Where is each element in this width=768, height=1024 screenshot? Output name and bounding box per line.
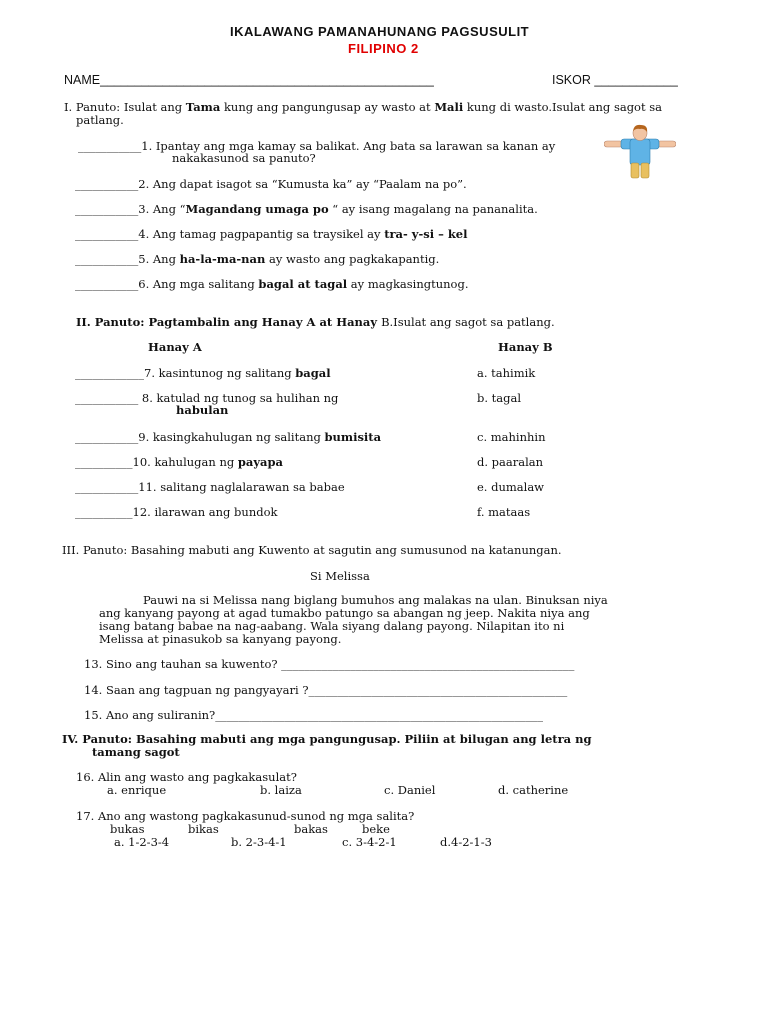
q17-choice-d[interactable]: d.4-2-1-3	[440, 835, 492, 849]
item-11: ___________11. salitang naglalarawan sa babae	[75, 480, 345, 494]
q17-choice-a[interactable]: a. 1-2-3-4	[114, 835, 170, 849]
choice-f: f. mataas	[477, 505, 531, 519]
story-line-3: isang batang babae na nag-aabang. Wala siyang dalang payong. Nilapitan ito ni	[99, 619, 565, 633]
column-a-header: Hanay A	[148, 340, 202, 354]
subject-title: FILIPINO 2	[348, 41, 419, 56]
story-line-4: Melissa at pinasukob sa kanyang payong.	[99, 632, 342, 646]
question-17: 17. Ano ang wastong pagkakasunud-sunod ng mga salita?	[76, 809, 415, 823]
q16-choice-c[interactable]: c. Daniel	[384, 783, 436, 797]
story-line-1: Pauwi na si Melissa nang biglang bumuhos ang malakas na ulan. Binuksan niya	[143, 593, 608, 607]
column-b-header: Hanay B	[498, 340, 553, 354]
part2-instruction: II. Panuto: Pagtambalin ang Hanay A at Hanay B.Isulat ang sagot sa patlang.	[76, 315, 555, 329]
exam-title: IKALAWANG PAMANAHUNANG PAGSUSULIT	[230, 24, 530, 39]
q17-word-4: beke	[362, 822, 390, 836]
q17-word-3: bakas	[294, 822, 328, 836]
q17-choice-b[interactable]: b. 2-3-4-1	[231, 835, 287, 849]
score-field[interactable]: ISKOR ____________	[552, 73, 678, 87]
choice-d: d. paaralan	[477, 455, 544, 469]
item-9: ___________9. kasingkahulugan ng salitang bumisita	[75, 430, 382, 444]
question-16: 16. Alin ang wasto ang pagkakasulat?	[76, 770, 297, 784]
part4-instruction: IV. Panuto: Basahing mabuti ang mga pangungusap. Piliin at bilugan ang letra ng	[62, 732, 592, 746]
q17-word-2: bikas	[188, 822, 219, 836]
q16-choice-b[interactable]: b. laiza	[260, 783, 302, 797]
choice-e: e. dumalaw	[477, 480, 545, 494]
item-1-cont: nakakasunod sa panuto?	[172, 151, 316, 165]
choice-b: b. tagal	[477, 391, 522, 405]
q17-word-1: bukas	[110, 822, 145, 836]
part1-instruction-cont: patlang.	[76, 113, 124, 127]
item-7: ____________7. kasintunog ng salitang bagal	[75, 366, 331, 380]
item-1: ___________1. Ipantay ang mga kamay sa balikat. Ang bata sa larawan sa kanan ay	[78, 139, 556, 153]
part3-instruction: III. Panuto: Basahing mabuti ang Kuwento at sagutin ang sumusunod na katanungan.	[62, 543, 562, 557]
item-5: ___________5. Ang ha-la-ma-nan ay wasto ang pagkakapantig.	[75, 252, 440, 266]
item-2: ___________2. Ang dapat isagot sa “Kumusta ka” ay “Paalam na po”.	[75, 177, 467, 191]
question-13: 13. Sino ang tauhan sa kuwento? ___________________________________________________	[84, 657, 575, 671]
q16-choice-a[interactable]: a. enrique	[107, 783, 167, 797]
q17-choice-c[interactable]: c. 3-4-2-1	[342, 835, 397, 849]
question-15: 15. Ano ang suliranin?_________________________________________________________	[84, 708, 543, 722]
item-4: ___________4. Ang tamag pagpapantig sa traysikel ay tra- y-si – kel	[75, 227, 468, 241]
part1-instruction: I. Panuto: Isulat ang Tama kung ang pangungusap ay wasto at Mali kung di wasto.Isulat ang sagot sa	[64, 100, 663, 114]
question-14: 14. Saan ang tagpuan ng pangyayari ?_____________________________________________	[84, 683, 568, 697]
boy-arms-out-illustration	[604, 124, 676, 180]
name-field[interactable]: NAME________________________________________________	[64, 73, 434, 87]
item-10: __________10. kahulugan ng payapa	[75, 455, 283, 469]
choice-c: c. mahinhin	[477, 430, 546, 444]
item-8: ___________ 8. katulad ng tunog sa hulihan ng	[75, 391, 339, 405]
choice-a: a. tahimik	[477, 366, 536, 380]
item-12: __________12. ilarawan ang bundok	[75, 505, 278, 519]
part4-instruction-cont: tamang sagot	[92, 745, 180, 759]
item-3: ___________3. Ang “Magandang umaga po “ ay isang magalang na pananalita.	[75, 202, 538, 216]
q16-choice-d[interactable]: d. catherine	[498, 783, 569, 797]
story-title: Si Melissa	[310, 569, 370, 583]
item-6: ___________6. Ang mga salitang bagal at tagal ay magkasingtunog.	[75, 277, 469, 291]
story-line-2: ang kanyang payong at agad tumakbo patungo sa abangan ng jeep. Nakita niya ang	[99, 606, 590, 620]
item-8-cont: habulan	[176, 403, 229, 417]
